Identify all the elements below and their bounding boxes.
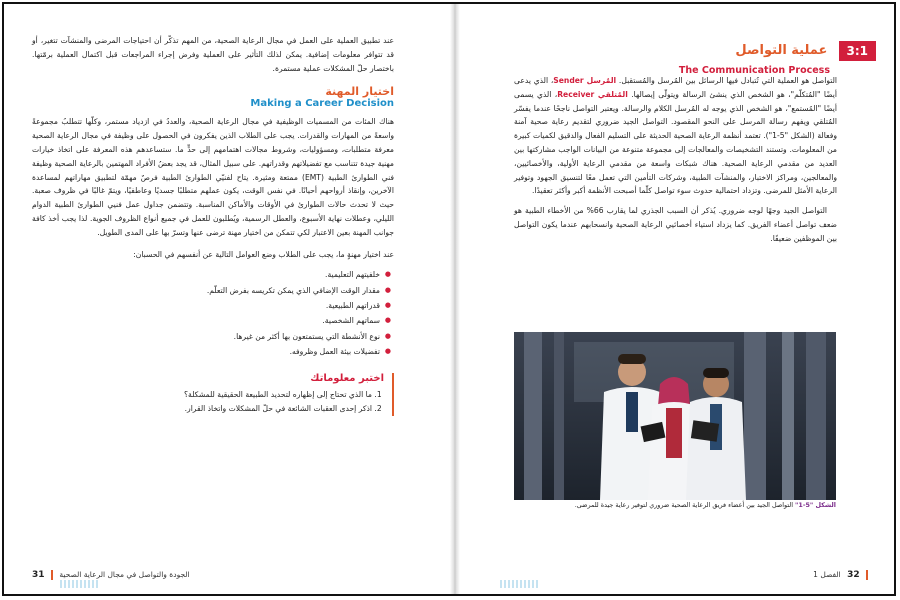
footer-divider <box>866 570 868 580</box>
factors-intro: عند اختيار مهنةٍ ما، يجب على الطلاب وضع العوامل التالية عن أنفسهم في الحسبان: <box>133 249 394 259</box>
heading-career-ar: اختيار المهنة <box>325 85 394 99</box>
heading-career-en: Making a Career Decision <box>250 98 394 110</box>
footer-31 <box>32 570 190 580</box>
section-title-ar: عملية التواصل <box>735 43 828 58</box>
quiz-list <box>32 388 384 416</box>
list-item: ● قدراتهم الطبيعية. <box>32 298 380 313</box>
healthcare-team-illustration <box>514 332 836 500</box>
page-32 <box>460 4 894 594</box>
text-run: ، الذي يدعى أيضًا "المُتكلّم"، هو الشخص الذي ينشئ الرسالة ويتولّى إيصالها. <box>514 76 837 99</box>
quiz-item: 2. اذكر إحدى العقبات الشائعة في حلّ المشكلات واتخاذ القرار. <box>32 402 372 416</box>
factors-list <box>32 267 394 359</box>
figure-photo <box>514 332 836 500</box>
page-number: 31 <box>32 570 45 580</box>
list-item: ● مقدار الوقت الإضافي الذي يمكن تكريسه بفرض التعلّم. <box>32 283 380 298</box>
list-item: ● تفضيلات بيئة العمل وظروفه. <box>32 344 380 359</box>
book-spread <box>2 2 896 596</box>
communication-paragraph <box>514 74 837 198</box>
intro-paragraph: عند تطبيق العملية على العمل في مجال الرعاية الصحية، من المهم تذكّر أن احتياجات المرضى والمنشآت تتغير، أو قد تتوافر معلومات إضافية. يمكن لذلك التأثير على العملية وفرض إجراء المراجعات قبل اكتمال العملية برمّتها. باختصار حلّ المشكلات عملية مستمرة. <box>32 36 394 73</box>
figure-caption <box>514 501 836 510</box>
term-sender: المُرسل Sender <box>553 76 617 85</box>
quiz-title: اختبر معلوماتك <box>310 373 384 385</box>
caption-label: الشكل "5-1" <box>795 501 836 509</box>
quiz-item: 1. ما الذي تحتاج إلى إظهاره لتحديد الطبيعة الحقيقية للمشكلة؟ <box>32 388 372 402</box>
text-run: التواصل هو العملية التي تُتبادل فيها الرسائل بين المُرسل والمُستقبل. <box>616 76 838 85</box>
page-number: 32 <box>847 570 860 580</box>
list-item: ● نوع الأنشطة التي يستمتعون بها أكثر من غيرها. <box>32 329 380 344</box>
caption-text: التواصل الجيد بين أعضاء فريق الرعاية الصحية ضروري لتوفير رعاية جيدة للمرضى. <box>574 501 796 509</box>
text-run: ، الذي يسمى أيضًا "المُستمع"، هو الشخص الذي يوجه له المُرسل الكلام والرسالة. ويعتبر التواصل ناجحًا عندما يفسّر المُتلقي ويفهم رسالة المرسل على النحو المقصود. التواصل الجيد ضروري لتقديم رعاية صحية آمنة وفعالة (الشكل "5-1"). تعتمد أنظمة الرعاية الصحية الحديثة على التسليم الفعال والدقيق لكميات كبيرة من المعلومات. وتستند التشخيصات والمعالجات إلى مجموعة متنوعة من البيانات الواجب مشاركتها بين العديد من مقدمي الرعاية الصحية. هناك شبكات واسعة من مقدمي الرعاية الأولية، والأخصائيين، والمعالجين، ومراكز الاختبار، والمنشآت الطبية، وشركات التأمين التي تعمل معًا لتنسيق الجهود وتوفير الرعاية الأمثل للمرضى. وتزداد احتمالية حدوث سوء تواصل كلّما أصبحت الأنظمة أكبر وأكثر تعقيدًا. <box>514 89 837 196</box>
footer-chapter: الفصل 1 <box>813 570 841 579</box>
footer-decoration <box>500 580 540 588</box>
footer-32 <box>813 570 872 580</box>
career-paragraph: هناك المئات من المسميات الوظيفية في مجال الرعاية الصحية، والعددُ في ازدياد مستمر، وكلّها تتطلبُ مجموعةً واسعةً من المهارات والقدرات. يجب على الطلاب الذين يفكرون في الحصول على وظيفة في مجال الرعاية الصحية معرفة متطلبات، ومسؤوليات، وشروط مجالات اهتمامهم إلى حدٍّ ما. ستساعدهم هذه المعرفة على اتخاذ خيارات مهنية جيدة تتناسب مع تفضيلاتهم وقدراتهم. على سبيل المثال، قد يجد بعضُ الأفراد المهتمين بالرعاية الصحية وظيفة فني الطوارئ الطبية (EMT) ممتعة ومثيرة. يتاح لفنيّي الطوارئ الطبية فرصٌ مهمّة لتطبيق مهاراتهم لمساعدة الآخرين، وإنقاذ أرواحهم أحيانًا. في نفس الوقت، يكون عملهم متطلبًا جسديًا وعاطفيًا، ويتمّ غالبًا في ظروف صعبة. حيث لا تحدث حالات الطوارئ في الأوقات والأماكن المناسبة. وتتضمن جداول عمل فنيي الطوارئ الطبية الدوام الليلي، وعطلات نهاية الأسبوع، والعطل الرسمية، ويُطلبون للعمل في جميع أنواع الظروف الجوية. لذا يجب أخذ كافة جوانب المهنة بعين الاعتبار لكي تتمكن من اختيار مهنة ترضى عنها وتسرّ بها على المدى الطويل. <box>32 117 394 237</box>
term-receiver: المُتلقي Receiver <box>557 89 628 99</box>
footer-title: الجودة والتواصل في مجال الرعاية الصحية <box>59 570 190 579</box>
section-header <box>679 40 876 76</box>
list-item: ● خلفيتهم التعليمية. <box>32 267 380 282</box>
footer-divider <box>51 570 53 580</box>
list-item: ● سماتهم الشخصية. <box>32 313 380 328</box>
page-31 <box>4 4 450 594</box>
section-title-en: The Communication Process <box>678 64 830 76</box>
page-32-column <box>514 74 837 252</box>
section-number: 3:1 <box>839 41 877 61</box>
quiz-box <box>32 373 394 416</box>
page-31-column <box>32 34 394 416</box>
book-gutter <box>450 4 460 594</box>
footer-decoration <box>60 580 100 588</box>
face-to-face-paragraph: التواصل الجيد وجهًا لوجه ضروري. يُذكر أن السبب الجذري لما يقارب 66% من الأخطاء الطبية هو ضعف تواصل أعضاء الفريق. كما يزداد استياء أخصائيي الرعاية الصحية وانسحابهم عندما يكون التواصل بين الموظفين ضعيفًا. <box>514 206 837 243</box>
